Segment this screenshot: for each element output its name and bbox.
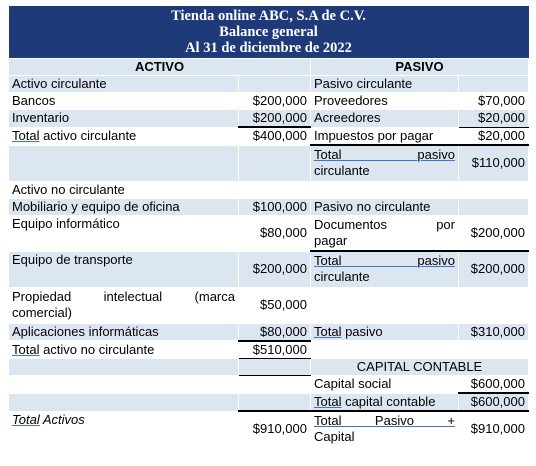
total-activo-no-circulante-label bbox=[9, 341, 239, 359]
equipo-informatico-label: Equipo informático bbox=[9, 215, 239, 251]
label-line1: Total pasivo bbox=[314, 147, 455, 163]
documentos-label bbox=[311, 215, 459, 251]
proveedores-value: $70,000 bbox=[459, 93, 529, 110]
aplicaciones-value: $80,000 bbox=[239, 323, 311, 341]
bancos-value: $200,000 bbox=[239, 93, 311, 110]
acreedores-label: Acreedores bbox=[311, 110, 459, 128]
impuestos-value: $20,000 bbox=[459, 127, 529, 145]
total-activo-circulante-value: $400,000 bbox=[239, 127, 311, 145]
total-pasivo-circulante-label bbox=[311, 145, 459, 181]
total-pasivo-value: $310,000 bbox=[459, 323, 529, 341]
total-word: Total bbox=[12, 128, 40, 143]
label-line1: Propiedad intelectual (marca bbox=[12, 289, 235, 304]
label-line2: circulante bbox=[314, 163, 370, 179]
equipo-informatico-value: $80,000 bbox=[239, 215, 311, 251]
report-title: Balance general bbox=[9, 24, 529, 40]
capital-social-label: Capital social bbox=[311, 376, 459, 394]
total-rest: pasivo bbox=[341, 323, 383, 339]
total-word: Total bbox=[314, 393, 342, 409]
total-pasivo-circulante-value: $110,000 bbox=[459, 145, 529, 181]
impuestos-label: Impuestos por pagar bbox=[311, 127, 459, 145]
propiedad-label bbox=[9, 287, 239, 323]
total-word: Total bbox=[12, 341, 40, 357]
total-pasivo-no-circulante-label bbox=[311, 251, 459, 287]
label-line1: Total Pasivo + bbox=[314, 413, 455, 429]
bancos-label: Bancos bbox=[9, 93, 239, 110]
total-pasivo-capital-label bbox=[311, 411, 459, 447]
label-line2: comercial) bbox=[12, 305, 72, 320]
documentos-value: $200,000 bbox=[459, 215, 529, 251]
mobiliario-label: Mobiliario y equipo de oficina bbox=[9, 198, 239, 215]
propiedad-value: $50,000 bbox=[239, 287, 311, 323]
total-rest: capital contable bbox=[341, 393, 436, 409]
total-capital-value: $600,000 bbox=[459, 393, 529, 411]
total-activos-label bbox=[9, 411, 239, 447]
label-line2: pagar bbox=[314, 232, 348, 248]
aplicaciones-label: Aplicaciones informáticas bbox=[9, 323, 239, 341]
proveedores-label: Proveedores bbox=[311, 93, 459, 110]
total-word: Total bbox=[314, 323, 342, 339]
equipo-transporte-label: Equipo de transporte bbox=[9, 251, 239, 287]
label-line1: Documentos por bbox=[314, 216, 455, 232]
inventario-value: $200,000 bbox=[239, 110, 311, 128]
pasivo-circulante-title: Pasivo circulante bbox=[311, 76, 459, 93]
pasivo-no-circulante-title: Pasivo no circulante bbox=[311, 198, 459, 215]
total-capital-label bbox=[311, 393, 459, 411]
label-line2: circulante bbox=[314, 269, 370, 285]
activo-column-header: ACTIVO bbox=[9, 59, 311, 76]
activo-no-circulante-title: Activo no circulante bbox=[9, 181, 239, 198]
label-line2: Capital bbox=[314, 429, 355, 445]
total-activos-value: $910,000 bbox=[239, 411, 311, 447]
inventario-label: Inventario bbox=[9, 110, 239, 128]
capital-title: CAPITAL CONTABLE bbox=[311, 359, 529, 376]
total-word: Total bbox=[12, 411, 40, 427]
activo-circulante-title: Activo circulante bbox=[9, 76, 239, 93]
capital-social-value: $600,000 bbox=[459, 376, 529, 394]
total-rest: Activos bbox=[39, 411, 85, 427]
total-activo-no-circulante-value: $510,000 bbox=[239, 341, 311, 359]
total-pasivo-label bbox=[311, 323, 459, 341]
equipo-transporte-value: $200,000 bbox=[239, 251, 311, 287]
report-date: Al 31 de diciembre de 2022 bbox=[9, 40, 529, 59]
total-rest: activo circulante bbox=[39, 128, 137, 143]
company-name: Tienda online ABC, S.A de C.V. bbox=[9, 6, 529, 24]
total-activo-circulante-label bbox=[9, 127, 239, 145]
total-pasivo-no-circulante-value: $200,000 bbox=[459, 251, 529, 287]
total-pasivo-capital-value: $910,000 bbox=[459, 411, 529, 447]
pasivo-column-header: PASIVO bbox=[311, 59, 529, 76]
balance-sheet-table bbox=[8, 6, 529, 448]
total-rest: activo no circulante bbox=[39, 341, 155, 357]
label-line1: Total pasivo bbox=[314, 253, 455, 269]
mobiliario-value: $100,000 bbox=[239, 198, 311, 215]
acreedores-value: $20,000 bbox=[459, 110, 529, 128]
